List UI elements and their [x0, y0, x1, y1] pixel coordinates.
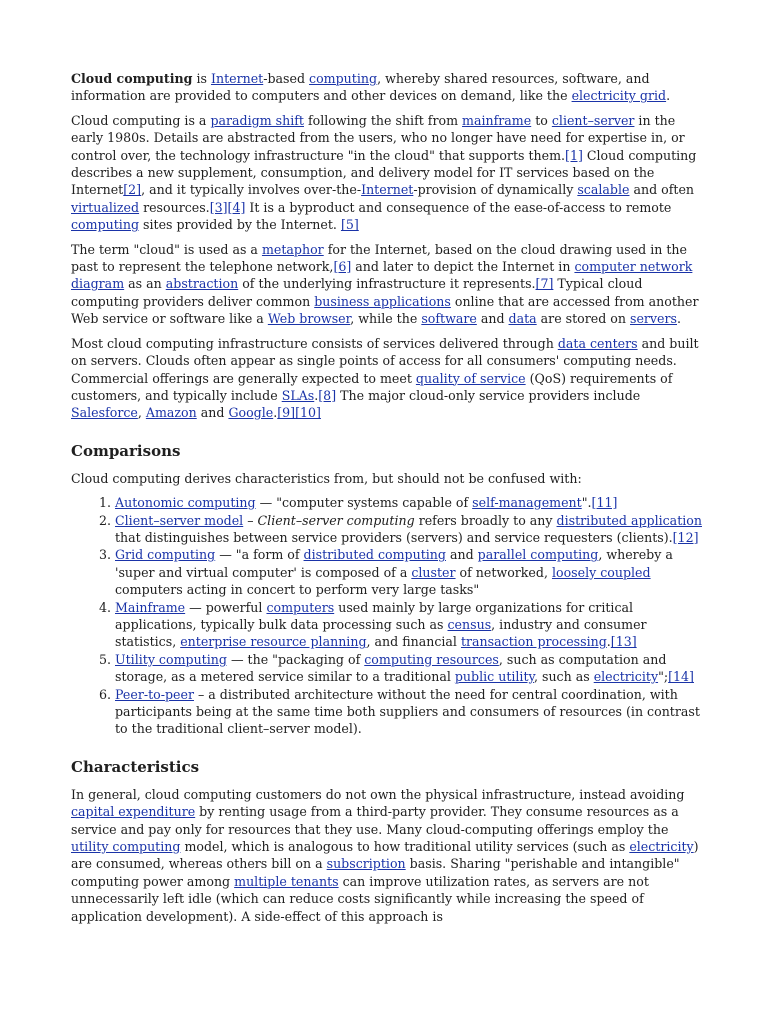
link-web-browser[interactable]: Web browser	[267, 311, 351, 327]
link-autonomic-computing[interactable]: Autonomic computing	[115, 495, 256, 511]
body-paragraph: Most cloud computing infrastructure consists of services delivered through data centers and built on servers. Clouds often appear as single points of access for all consumers' computing needs. Commercial offerings are generally expected to meet quality of service (QoS) requirements of customers, and typically include SLAs.[8] The major cloud-only service providers include Salesforce, Amazon and Google.[9][10]	[71, 335, 699, 421]
list-item: 4. Mainframe — powerful computers used mainly by large organizations for critical applications, typically bulk data processing such as census, industry and consumer statistics, enterprise resource planning, and financial transaction processing.[13]	[115, 599, 703, 651]
italic-term: Client–server computing	[257, 512, 415, 528]
link-computing[interactable]: computing	[71, 217, 140, 233]
citation-link[interactable]: [6]	[333, 259, 352, 275]
citation-link[interactable]: [13]	[610, 634, 637, 650]
citation-link[interactable]: [8]	[318, 387, 337, 403]
body-paragraph: Cloud computing is a paradigm shift following the shift from mainframe to client–server in the early 1980s. Details are abstracted from the users, who no longer have need for expertise in, or control over, the technology infrastructure "in the cloud" that supports them.[1] Cloud computing describes a new supplement, consumption, and delivery model for IT services based on the Internet[2], and it typically involves over-the-Internet-provision of dynamically scalable and often virtualized resources.[3][4] It is a byproduct and consequence of the ease-of-access to remote computing sites provided by the Internet. [5]	[71, 112, 697, 233]
citation-link[interactable]: [5]	[340, 217, 359, 233]
citation-link[interactable]: [9]	[277, 405, 296, 421]
link-servers[interactable]: servers	[630, 311, 677, 327]
link-client-server-model[interactable]: Client–server model	[115, 512, 244, 528]
link-mainframe[interactable]: mainframe	[462, 112, 532, 128]
citation-link[interactable]: [12]	[672, 529, 699, 545]
link-multiple-tenants[interactable]: multiple tenants	[234, 873, 339, 889]
body-paragraph: The term "cloud" is used as a metaphor for the Internet, based on the cloud drawing used in the past to represent the telephone network,[6] and later to depict the Internet in computer network diagram as an abstraction of the underlying infrastructure it represents.[7] Typical cloud computing providers deliver common business applications online that are accessed from another Web service or software like a Web browser, while the software and data are stored on servers.	[71, 241, 699, 327]
link-computers[interactable]: computers	[266, 599, 335, 615]
link-census[interactable]: census	[447, 616, 492, 632]
link-quality-of-service[interactable]: quality of service	[415, 370, 526, 386]
link-loosely-coupled[interactable]: loosely coupled	[551, 564, 651, 580]
link-distributed-application[interactable]: distributed application	[556, 512, 702, 528]
citation-link[interactable]: [11]	[591, 495, 618, 511]
list-item: 5. Utility computing — the "packaging of computing resources, such as computation and storage, as a metered service similar to a traditional public utility, such as electricity";[14]	[115, 651, 703, 686]
characteristics-paragraph: In general, cloud computing customers do not own the physical infrastructure, instead avoiding capital expenditure by renting usage from a third-party provider. They consume resources as a service and pay only for resources that they use. Many cloud-computing offerings employ the utility computing model, which is analogous to how traditional utility services (such as electricity) are consumed, whereas others bill on a subscription basis. Sharing "perishable and intangible" computing power among multiple tenants can improve utilization rates, as servers are not unnecessarily left idle (which can reduce costs significantly while increasing the speed of application development). A side-effect of this approach is	[71, 786, 699, 924]
list-item: 1. Autonomic computing — "computer systems capable of self-management".[11]	[115, 494, 703, 511]
bold-term: Cloud computing	[71, 71, 193, 86]
link-google[interactable]: Google	[228, 405, 274, 421]
characteristics-heading: Characteristics	[71, 757, 200, 776]
link-transaction-processing[interactable]: transaction processing	[460, 634, 607, 650]
link-utility-computing[interactable]: Utility computing	[115, 651, 227, 667]
list-item: 6. Peer-to-peer – a distributed architecture without the need for central coordination, with participants being at the same time both suppliers and consumers of resources (in contrast to the traditional client–server model).	[115, 686, 703, 738]
link-utility-computing[interactable]: utility computing	[71, 839, 181, 855]
link-internet[interactable]: Internet	[361, 182, 414, 198]
list-item: 2. Client–server model – Client–server computing refers broadly to any distributed application that distinguishes between service providers (servers) and service requesters (clients).[12]	[115, 512, 703, 547]
link-data[interactable]: data	[508, 311, 537, 327]
citation-link[interactable]: [7]	[535, 276, 554, 292]
link-electricity[interactable]: electricity	[593, 669, 659, 685]
link-scalable[interactable]: scalable	[577, 182, 630, 198]
link-salesforce[interactable]: Salesforce	[71, 405, 138, 421]
link-capital-expenditure[interactable]: capital expenditure	[71, 804, 196, 820]
link-parallel-computing[interactable]: parallel computing	[477, 547, 599, 563]
comparisons-list	[71, 494, 703, 738]
link-amazon[interactable]: Amazon	[145, 405, 197, 421]
link-mainframe[interactable]: Mainframe	[115, 599, 186, 615]
link-virtualized[interactable]: virtualized	[71, 199, 140, 215]
link-computer-network-diagram[interactable]: computer network diagram	[71, 259, 693, 292]
link-enterprise-resource-planning[interactable]: enterprise resource planning	[180, 634, 367, 650]
citation-link[interactable]: [4]	[227, 199, 246, 215]
link-grid-computing[interactable]: Grid computing	[115, 547, 216, 563]
document-page	[71, 70, 703, 932]
comparisons-heading: Comparisons	[71, 441, 181, 460]
link-electricity[interactable]: electricity	[629, 839, 694, 855]
list-item: 3. Grid computing — "a form of distributed computing and parallel computing, whereby a 'super and virtual computer' is composed of a cluster of networked, loosely coupled computers acting in concert to perform very large tasks"	[115, 546, 703, 598]
comparisons-intro: Cloud computing derives characteristics from, but should not be confused with:	[71, 470, 582, 486]
citation-link[interactable]: [2]	[123, 182, 142, 198]
citation-link[interactable]: [14]	[668, 669, 694, 685]
link-public-utility[interactable]: public utility	[454, 669, 534, 685]
link-self-management[interactable]: self-management	[472, 495, 582, 511]
link-subscription[interactable]: subscription	[326, 856, 406, 872]
link-cluster[interactable]: cluster	[411, 564, 456, 580]
link-computing[interactable]: computing	[309, 71, 378, 86]
citation-link[interactable]: [1]	[565, 147, 583, 163]
link-metaphor[interactable]: metaphor	[261, 241, 324, 257]
citation-link[interactable]: [3]	[209, 199, 228, 215]
link-software[interactable]: software	[421, 311, 477, 327]
intro-section	[71, 70, 703, 422]
body-paragraph: Cloud computing is Internet-based computing, whereby shared resources, software, and information are provided to computers and other devices on demand, like the electricity grid.	[71, 71, 671, 104]
link-client-server[interactable]: client–server	[551, 112, 635, 128]
link-slas[interactable]: SLAs	[281, 387, 315, 403]
link-internet[interactable]: Internet	[210, 71, 264, 86]
citation-link[interactable]: [10]	[295, 405, 321, 421]
link-distributed-computing[interactable]: distributed computing	[303, 547, 446, 563]
link-business-applications[interactable]: business applications	[314, 293, 451, 309]
link-abstraction[interactable]: abstraction	[165, 276, 239, 292]
link-computing-resources[interactable]: computing resources	[364, 651, 499, 667]
link-data-centers[interactable]: data centers	[557, 335, 638, 351]
link-paradigm-shift[interactable]: paradigm shift	[210, 112, 304, 128]
link-peer-to-peer[interactable]: Peer-to-peer	[115, 686, 194, 702]
link-electricity-grid[interactable]: electricity grid	[571, 88, 667, 104]
